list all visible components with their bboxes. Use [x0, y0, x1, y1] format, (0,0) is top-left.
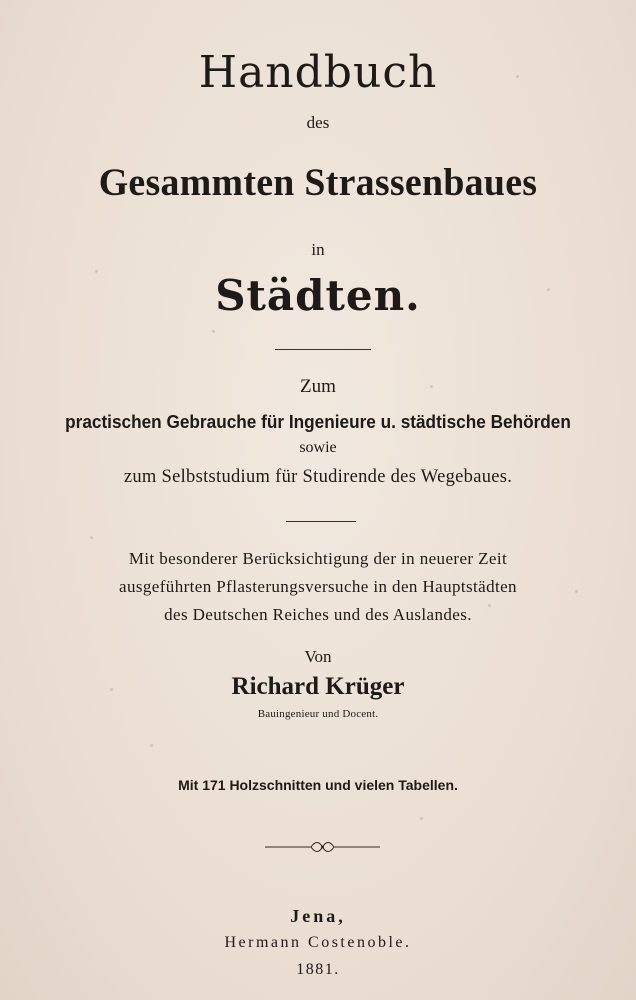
paper-speck — [575, 590, 578, 593]
author-name: Richard Krüger — [231, 673, 405, 700]
title-staedten: Städten. — [215, 271, 421, 320]
paper-speck — [430, 385, 433, 388]
publication-year: 1881. — [296, 961, 340, 978]
publisher-name: Hermann Costenoble. — [224, 934, 412, 951]
note-line-2: ausgeführten Pflasterungsversuche in den Hauptstädten — [119, 577, 517, 596]
illustrations-note: Mit 171 Holzschnitten und vielen Tabellen. — [178, 777, 458, 793]
paper-speck — [547, 288, 550, 291]
paper-speck — [150, 744, 153, 747]
divider-rule — [275, 349, 371, 350]
connector-in: in — [311, 240, 325, 259]
author-role: Bauingenieur und Docent. — [257, 708, 379, 720]
purpose-self-study: zum Selbststudium für Studirende des Wegebaues. — [123, 467, 513, 487]
paper-speck — [110, 688, 113, 691]
note-line-1: Mit besonderer Berücksichtigung der in neuerer Zeit — [128, 549, 508, 568]
ornament-divider-icon — [265, 840, 380, 854]
purpose-intro: Zum — [300, 376, 336, 397]
paper-speck — [488, 604, 491, 607]
paper-speck — [95, 270, 98, 273]
paper-speck — [420, 817, 423, 820]
by-label: Von — [304, 647, 332, 666]
divider-rule-short — [286, 521, 356, 522]
paper-speck — [90, 536, 93, 539]
title-handbuch: Handbuch — [198, 47, 438, 98]
connector-des: des — [306, 113, 330, 132]
title-strassenbaues: Gesammten Strassenbaues — [98, 161, 538, 204]
purpose-sowie: sowie — [299, 439, 337, 456]
publication-city: Jena, — [290, 906, 346, 926]
paper-speck — [212, 330, 215, 333]
paper-speck — [516, 75, 519, 78]
note-line-3: des Deutschen Reiches und des Auslandes. — [164, 605, 472, 624]
purpose-practical-use: practischen Gebrauche für Ingenieure u. städtische Behörden — [65, 411, 571, 432]
